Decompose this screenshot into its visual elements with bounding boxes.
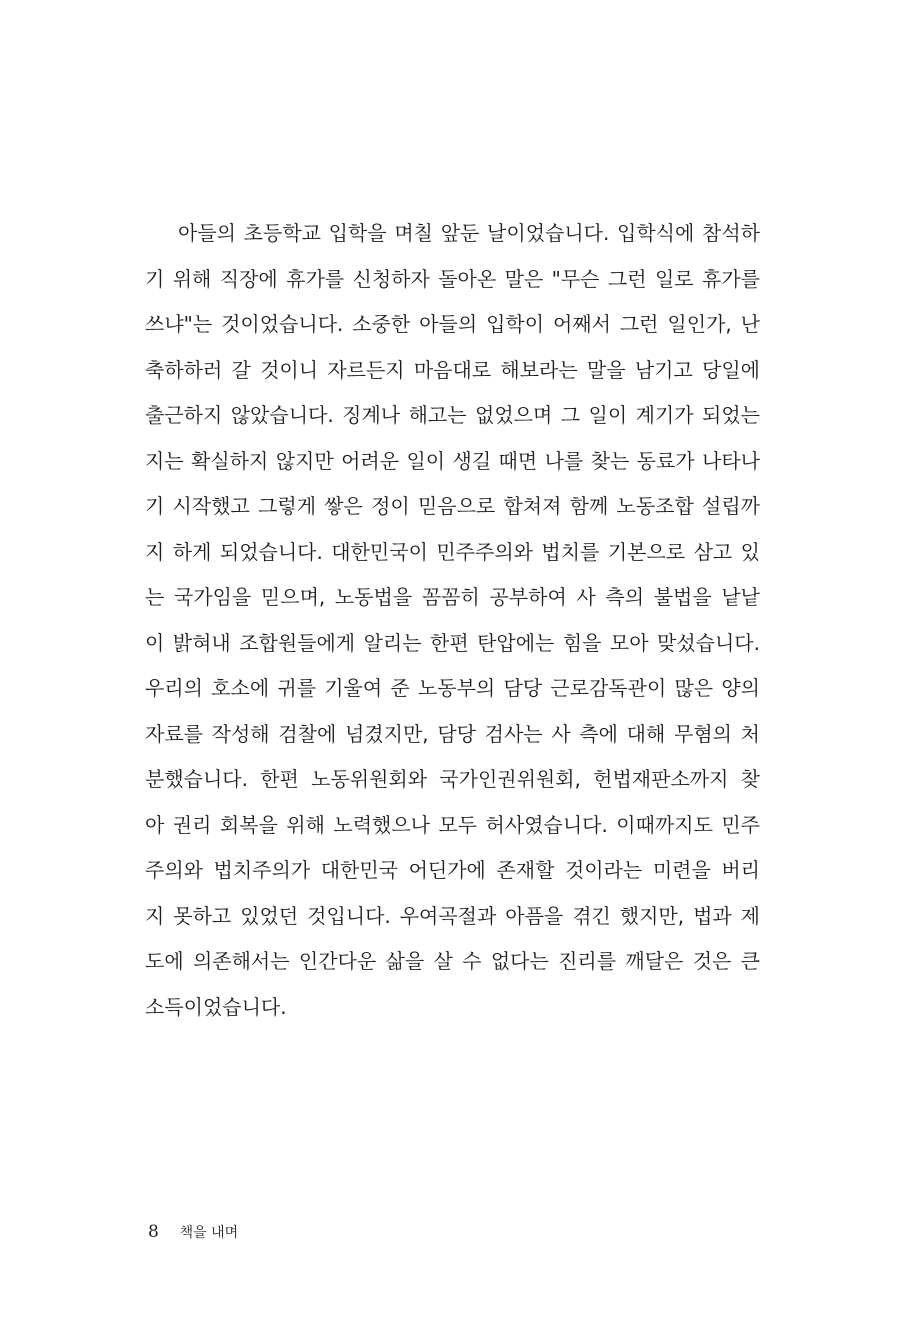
- text-line: 기 시작했고 그렇게 쌓은 정이 믿음으로 합쳐져 함께 노동조합 설립까: [145, 494, 760, 518]
- body-paragraph: [145, 211, 760, 1030]
- text-line: 우리의 호소에 귀를 기울여 준 노동부의 담당 근로감독관이 많은 양의: [145, 676, 760, 700]
- text-line: 이 밝혀내 조합원들에게 알리는 한편 탄압에는 힘을 모아 맞섰습니다.: [145, 630, 760, 655]
- text-line: 는 국가임을 믿으며, 노동법을 꼼꼼히 공부하여 사 측의 불법을 낱낱: [145, 585, 760, 609]
- text-line: 지 하게 되었습니다. 대한민국이 민주주의와 법치를 기본으로 삼고 있: [145, 539, 760, 564]
- text-line: 소득이었습니다.: [145, 994, 287, 1019]
- text-line: 쓰냐"는 것이었습니다. 소중한 아들의 입학이 어째서 그런 일인가, 난: [145, 312, 760, 336]
- text-line: 분했습니다. 한편 노동위원회와 국가인권위원회, 헌법재판소까지 찾: [145, 767, 760, 791]
- text-line: 기 위해 직장에 휴가를 신청하자 돌아온 말은 "무슨 그런 일로 휴가를: [145, 266, 760, 291]
- text-line: 도에 의존해서는 인간다운 삶을 살 수 없다는 진리를 깨달은 것은 큰: [145, 949, 760, 973]
- page-footer: [148, 1222, 238, 1243]
- text-line: 지는 확실하지 않지만 어려운 일이 생길 때면 나를 찾는 동료가 나타나: [145, 448, 760, 473]
- running-title: 책을 내며: [179, 1225, 239, 1241]
- text-line: 출근하지 않았습니다. 징계나 해고는 없었으며 그 일이 계기가 되었는: [145, 403, 760, 427]
- text-line: 주의와 법치주의가 대한민국 어딘가에 존재할 것이라는 미련을 버리: [145, 858, 760, 882]
- text-line: 아 권리 회복을 위해 노력했으나 모두 허사였습니다. 이때까지도 민주: [145, 812, 760, 837]
- text-line: 지 못하고 있었던 것입니다. 우여곡절과 아픔을 겪긴 했지만, 법과 제: [145, 903, 760, 928]
- page-number: 8: [148, 1222, 159, 1242]
- text-line: 아들의 초등학교 입학을 며칠 앞둔 날이었습니다. 입학식에 참석하: [178, 221, 760, 245]
- text-line: 축하하러 갈 것이니 자르든지 마음대로 해보라는 말을 남기고 당일에: [145, 357, 760, 382]
- text-line: 자료를 작성해 검찰에 넘겼지만, 담당 검사는 사 측에 대해 무혐의 처: [145, 721, 760, 746]
